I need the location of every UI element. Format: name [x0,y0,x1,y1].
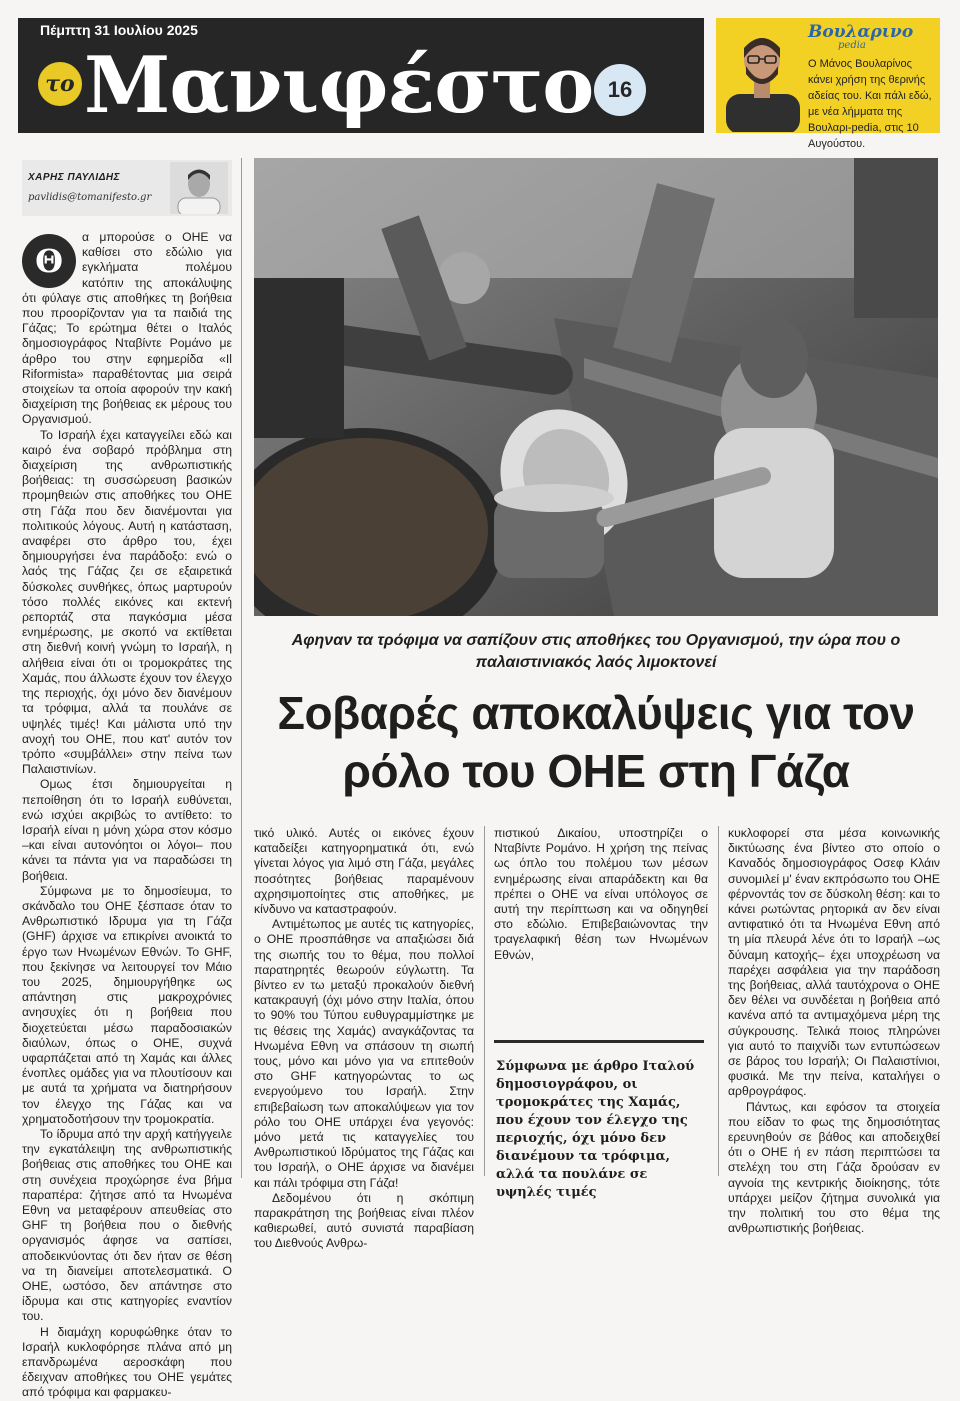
promo-logo: Βουλαρινο [808,22,914,42]
article-paragraph: Πάντως, και εφόσον τα στοιχεία που είδαν το φως της δημοσιότητας ερευνηθούν σε βάθος και αποδειχθεί ότι ο ΟΗΕ ή εν πάση περιπτώσει τα στελέχη του στη Γάζα δρούσαν εν αγνοία της κεντρικής διοίκησης, τότε υπάρχει μείζον ζήτημα συνολικά για την πολιτική του στο θέμα της ανθρωπιστικής βοήθειας. [728,1099,940,1236]
main-photo [254,158,938,616]
article-paragraph: Αντιμέτωπος με αυτές τις κατηγορίες, ο ΟΗΕ προσπάθησε να απαξιώσει διά της σιωπής του το θέμα, που πολλοί παρατηρητές θεωρούν εύγλωττη. Τα βίντεο εν τω μεταξύ προκαλούν διεθνή κατακραυγή (όχι μόνο στην Ιταλία, όπου το 90% του Τύπου ευθυγραμμίστηκε με τις θέσεις της Χαμάς) αναγκάζοντας τα Ηνωμένα Εθνη να σπάσουν τη σιωπή τους, μόνο και μόνο για να επιτεθούν στο GHF κατηγορώντας το ως ενεργούμενο του Ισραήλ. Στην επιβεβαίωση των αποκαλύψεων για τον ρόλο του ΟΗΕ υπάρχει ένα γεγονός: μόνο μετά τις καταγγελίες του Ανθρωπιστικού Ιδρύματος της Γάζας και του Ισραήλ, ο ΟΗΕ άρχισε να διανέμει και πάλι τρόφιμα στη Γάζα! [254,917,474,1190]
article-column-3 [494,826,708,963]
article-paragraph: τικό υλικό. Αυτές οι εικόνες έχουν καταδείξει κατηγορηματικά ότι, ενώ γίνεται λόγος για λιμό στη Γάζα, μεγάλες ποσότητες βοήθειας παραμένουν αχρησιμοποίητες στις αποθήκες, με κίνδυνο να καταστραφούν. [254,826,474,917]
masthead-prefix: το [38,62,82,106]
article-paragraph: Το ίδρυμα από την αρχή κατήγγειλε την εγκατάλειψη της ανθρωπιστικής βοήθειας στις αποθήκες του ΟΗΕ και στη συνέχεια προχώρησε ένα βήμα παραπέρα: ζήτησε από τα Ηνωμένα Εθνη να μεταφέρουν απευθείας στο GHF τη βοήθεια που ο διεθνής οργανισμός άφησε να σαπίσει, αποδεικνύοντας ότι δεν ήταν σε θέση να τη διανείμει αποτελεσματικά. Ο ΟΗΕ, ωστόσο, δεν απάντησε στο ίδρυμα και στις κατηγορίες εναντίον του. [22,1126,232,1324]
drop-cap: Θ [22,234,76,288]
article-paragraph: κυκλοφορεί στα μέσα κοινωνικής δικτύωσης ένα βίντεο στο οποίο ο Καναδός δημοσιογράφος Οσεφ Κλάιν συνομιλεί μ' έναν εκπρόσωπο του ΟΗΕ φέρνοντάς τον σε δύσκολη θέση: και το κάνει ρωτώντας ρητορικά αν δεν είναι αντιφατικό ότι τα Ηνωμένα Εθνη από τη μία πλευρά λένε ότι το Ισραήλ –ως δύναμη κατοχής– έχει υποχρέωση να παρέχει ασφάλεια για την παράδοση της βοήθειας, αλλά ταυτόχρονα ο ΟΗΕ δεν θέλει να συνδέεται η βοήθεια από κανένα από τα αντιμαχόμενα μέρη της σύγκρουσης. Τελικά ποιος πληρώνει για αυτό το παιχνίδι των εντυπώσεων σε βάρος του Ισραήλ; Οι Παλαιστίνιοι, φυσικά. Με την πείνα, καταλήγει ο αρθρογράφος. [728,826,940,1099]
article-paragraph: α μπορούσε ο ΟΗΕ να καθίσει στο εδώλιο για εγκλήματα πολέμου κατόπιν της αποκάλυψης ότι φύλαγε στις αποθήκες τη βοήθεια που προορίζονταν για τα παιδιά της Γάζας; Το ερώτημα θέτει ο Ιταλός δημοσιογράφος Νταβίντε Ρομάνο με άρθρο του στην εφημερίδα «Il Riformista» παραθέτοντας μια σειρά στοιχείων τα οποία αφορούν την κακή διαχείριση της βοήθειας εκ μέρους του Οργανισμού. [22,230,232,427]
issue-date: Πέμπτη 31 Ιουλίου 2025 [40,22,198,38]
promo-box [716,18,940,150]
author-name: ΧΑΡΗΣ ΠΑΥΛΙΔΗΣ [28,172,121,183]
article-column-2 [254,826,474,1252]
newspaper-title: Μανιφέστο [84,40,594,131]
article-paragraph: Το Ισραήλ έχει καταγγείλει εδώ και καιρό ένα σοβαρό πρόβλημα στη διαχείριση της ανθρωπιστικής βοήθειας: τη συσσώρευση βασικών προμηθειών στις αποθήκες του ΟΗΕ στη Γάζα που δεν διανέμονται για πολιτικούς λόγους. Αυτή η κατάσταση, αναφέρει στο άρθρο του, έχει δημιουργήσει ένα παράδοξο: ενώ ο λαός της Γάζας ζει σε εξαιρετικά δύσκολες συνθήκες, όπως μαρτυρούν τόσο πολλές εικόνες και εκτενή ρεπορτάζ στα παγκόσμια μέσα ενημέρωσης, με σκοπό να εκτίθεται στη διεθνή κοινή γνώμη το Ισραήλ, η αλήθεια είναι ότι οι τρομοκράτες της Χαμάς, που άλλωστε έχουν τον έλεγχο της περιοχής, όχι μόνο δεν διανέμουν τα τρόφιμα, αλλά τα πουλάνε σε υψηλές τιμές! Και μάλιστα υπό την ανοχή του ΟΗΕ, που κατ' αυτόν τον τρόπο «συμβάλλει» στην πείνα των Παλαιστινίων. [22,427,232,777]
byline [22,160,232,216]
article-paragraph: Δεδομένου ότι η σκόπιμη παρακράτηση της βοήθειας είναι πλέον καθιερωθεί, αυτό συνιστά παραβίαση του Διεθνούς Ανθρω- [254,1190,474,1251]
photo-caption: Αφηναν τα τρόφιμα να σαπίζουν στις αποθήκες του Οργανισμού, την ώρα που ο παλαιστινιακός λαός λιμοκτονεί [291,632,901,671]
author-portrait [170,162,228,214]
column-divider [241,158,242,1178]
article-paragraph: Η διαμάχη κορυφώθηκε όταν το Ισραήλ κυκλοφόρησε πλάνα από μη επανδρωμένα αεροσκάφη που έδειχναν αποθήκες του ΟΗΕ γεμάτες από τρόφιμα και φαρμακευ- [22,1324,232,1400]
columnist-portrait [718,22,806,132]
promo-text: Ο Μάνος Βουλαρίνος κάνει χρήση της θερινής αδείας του. Και πάλι εδώ, με νέα λήμματα της Βουλαρι-pedia, στις 10 Αυγούστου. [808,58,932,150]
pull-quote-rule [494,1040,704,1043]
article-headline: Σοβαρές αποκαλύψεις για τον ρόλο του ΟΗΕ στη Γάζα [277,687,915,797]
article-column-4 [728,826,940,1236]
article-paragraph: Ομως έτσι δημιουργείται η πεποίθηση ότι το Ισραήλ ευθύνεται, ενώ ισχύει ακριβώς το αντίθετο: το Ισραήλ είναι η μόνη χώρα στον κόσμο –και είναι αυτονόητοι οι λόγοι– που κάνει τα πάντα για να παραδώσει τη βοήθεια. [22,777,232,883]
masthead [18,18,704,133]
column-divider [718,826,719,1176]
author-email: pavlidis@tomanifesto.gr [28,192,152,203]
column-divider [484,826,485,1176]
promo-logo-sub: pedia [838,40,866,51]
pull-quote: Σύμφωνα με άρθρο Ιταλού δημοσιογράφου, οι τρομοκράτες της Χαμάς, που έχουν τον έλεγχο της περιοχής, όχι μόνο δεν διανέμουν τα τρόφιμα, αλλά τα πουλάνε σε υψηλές τιμές [496,1059,695,1200]
article-column-1 [22,230,232,1401]
page-number: 16 [594,64,646,116]
article-paragraph: πιστικού Δικαίου, υποστηρίζει ο Νταβίντε Ρομάνο. Η χρήση της πείνας ως όπλο του πολέμου των μέσων ενημέρωσης είναι απαράδεκτη και θα πρέπει ο ΟΗΕ να είναι υπόλογος σε αυτή την περίπτωση και να οδηγηθεί στο εδώλιο. Επιβεβαιώνοντας την τραγελαφική θέση των Ηνωμένων Εθνών, [494,826,708,962]
article-paragraph: Σύμφωνα με το δημοσίευμα, το σκάνδαλο του ΟΗΕ ξέσπασε όταν το Ανθρωπιστικό Ιδρυμα για τη Γάζα (GHF) άρχισε να επικρίνει ανοικτά το έργο των Ηνωμένων Εθνών. Το GHF, που ξεκίνησε να λειτουργεί τον Μάιο του 2025, δημιουργήθηκε ως απάντηση στις μακροχρόνιες ανησυχίες ότι η βοήθεια που διοχετεύεται μέσω παραδοσιακών διαύλων, όπως ο ΟΗΕ, συχνά υφαρπάζεται από τη Χαμάς και άλλες ένοπλες ομάδες για να πλουτίσουν και με αυτά τα χρήματα να διατηρήσουν τον έλεγχο της Γάζας και να χρηματοδοτήσουν την τρομοκρατία. [22,883,232,1126]
